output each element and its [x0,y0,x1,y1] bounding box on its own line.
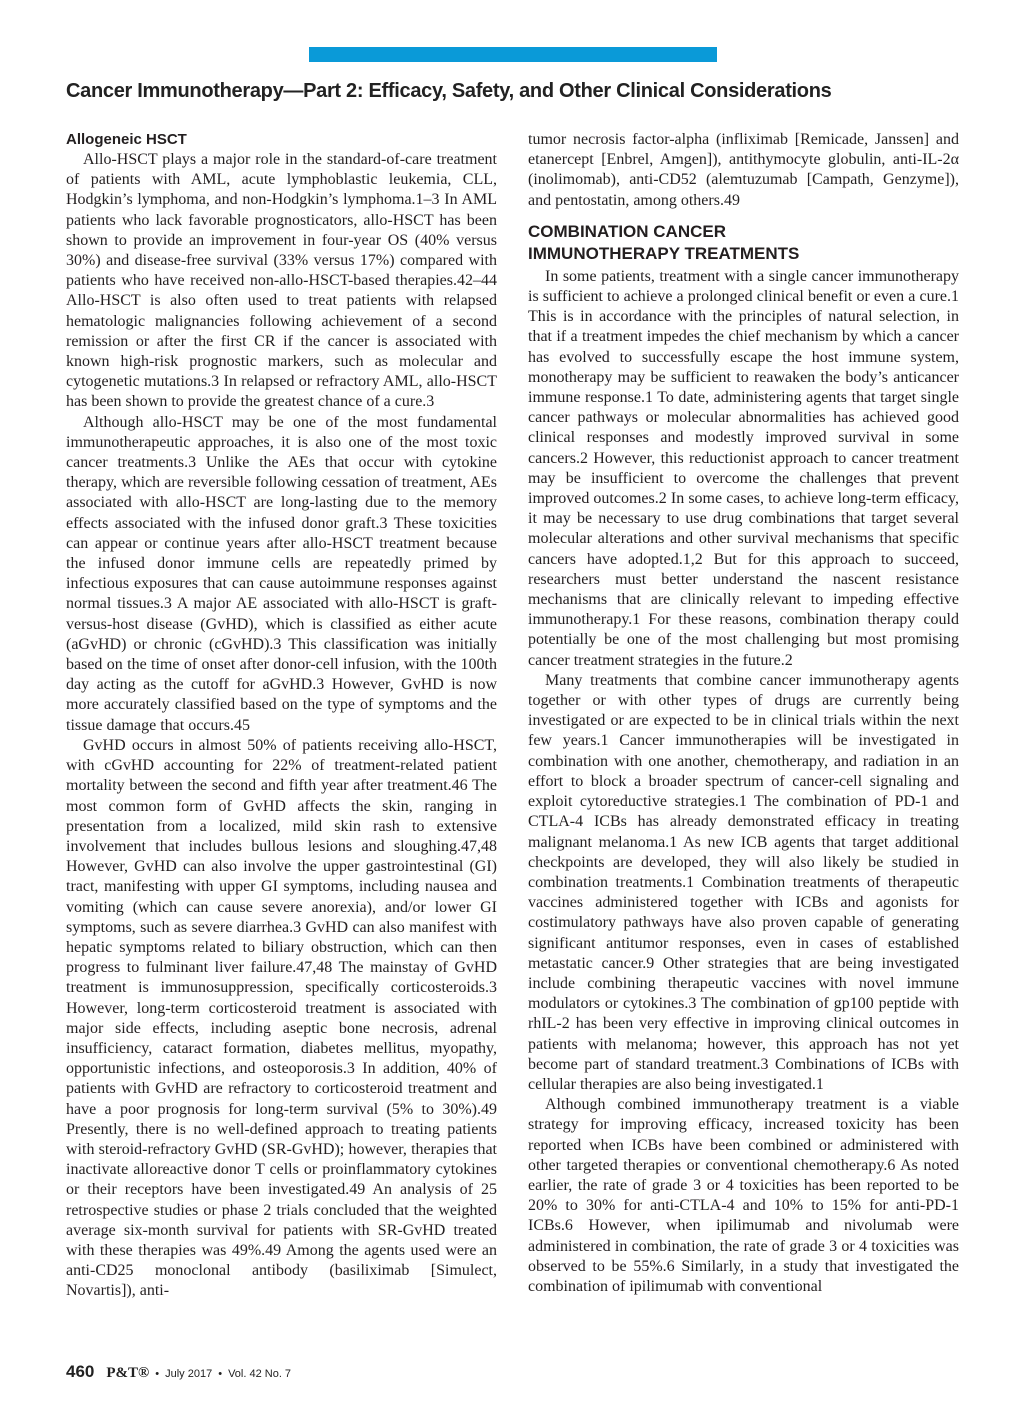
journal-name: P&T® [106,1365,150,1381]
paragraph: Although allo-HSCT may be one of the most fundamental immunotherapeutic approaches, it is also one of the most toxic cancer treatments.3 Unlike the AEs that occur with cytokine therapy, which are reversible following cessation of treatment, AEs associated with allo-HSCT are long-lasting due to the memory effects associated with the infused donor graft.3 These toxicities can appear or continue years after allo-HSCT treatment because the infused donor immune cells are repeatedly primed by infectious exposures that can cause autoimmune responses against normal tissues.3 A major AE associated with allo-HSCT is graft-versus-host disease (GvHD), which is classified as either acute (aGvHD) or chronic (cGvHD).3 This classification was initially based on the time of onset after donor-cell infusion, with the 100th day acting as the cutoff for aGvHD.3 However, GvHD is now more accurately classified based on the type of symptoms and the tissue damage that occurs.45 [66,413,497,734]
footer-separator: • [155,1368,160,1380]
continuation-paragraph: tumor necrosis factor-alpha (infliximab [Remicade, Janssen] and etanercept [Enbrel, Amgen]), antithymocyte globulin, anti-IL-2α (inolimomab), anti-CD52 (alemtuzumab [Campath, Genzyme]), and pentostatin, among others.49 [528,131,959,209]
page-title: Cancer Immunotherapy—Part 2: Efficacy, Safety, and Other Clinical Considerations [66,80,832,102]
paragraph: Allo-HSCT plays a major role in the standard-of-care treatment of patients with AML, acute lymphoblastic leukemia, CLL, Hodgkin’s lymphoma, and non-Hodgkin’s lymphoma.1–3 In AML patients who lack favorable prognosticators, allo-HSCT has been shown to provide an improvement in four-year OS (40% versus 30%) and disease-free survival (33% versus 17%) compared with patients who have received non-allo-HSCT-based therapies.42–44 Allo-HSCT is also often used to treat patients with relapsed hematologic malignancies following achievement of a second remission or after the first CR if the cancer is associated with known high-risk prognostic markers, such as molecular and cytogenetic mutations.3 In relapsed or refractory AML, allo-HSCT has been shown to provide the greatest chance of a cure.3 [66,151,497,411]
right-column [528,130,959,1297]
page-footer [66,1362,291,1382]
paragraph: Although combined immunotherapy treatment is a viable strategy for improving efficacy, increased toxicity has been reported when ICBs have been combined or administered with other targeted therapies or conventional chemotherapy.6 As noted earlier, the rate of grade 3 or 4 toxicities has been reported to be 20% to 30% for anti-CTLA-4 and 10% to 15% for anti-PD-1 ICBs.6 However, when ipilimumab and nivolumab were administered in combination, the rate of grade 3 or 4 toxicities was observed to be 55%.6 Similarly, in a study that investigated the combination of ipilimumab with conventional [528,1096,959,1295]
footer-separator: • [218,1368,223,1380]
section-heading-line2: IMMUNOTHERAPY TREATMENTS [528,243,800,263]
issue-date: July 2017 [165,1368,213,1380]
volume-issue: Vol. 42 No. 7 [228,1368,292,1380]
paragraph: In some patients, treatment with a single cancer immunotherapy is sufficient to achieve a prolonged clinical benefit or even a cure.1 This is in accordance with the principles of natural selection, in that if a treatment impedes the chief mechanism by which a cancer has evolved to successfully escape the host immune system, monotherapy may be sufficient to reawaken the body’s anticancer immune response.1 To date, administering agents that target single cancer pathways or molecular abnormalities has achieved good clinical responses and modestly improved survival in some cancers.2 However, this reductionist approach to cancer treatment may be insufficient to overcome the challenges that prevent improved outcomes.2 In some cases, to achieve long-term efficacy, it may be necessary to use drug combinations that target several molecular alterations and other survival mechanisms that specific cancers have adopted.1,2 But for this approach to succeed, researchers must better understand the nascent resistance mechanisms that are clinically relevant to impeding effective immunotherapy.1 For these reasons, combination therapy could potentially be one of the most challenging but most promising cancer treatment strategies in the future.2 [528,267,959,669]
paragraph: GvHD occurs in almost 50% of patients receiving allo-HSCT, with cGvHD accounting for 22% of treatment-related patient mortality between the second and fifth year after treatment.46 The most common form of GvHD affects the skin, ranging in presentation from a localized, mild skin rash to extensive involvement that includes bullous lesions and sloughing.47,48 However, GvHD can also involve the upper gastrointestinal (GI) tract, manifesting with upper GI symptoms, including nausea and vomiting (which can cause severe anorexia), and/or lower GI symptoms, such as severe diarrhea.3 GvHD can also manifest with hepatic symptoms related to biliary obstruction, which can then progress to fulminant liver failure.47,48 The mainstay of GvHD treatment is immunosuppression, specifically corticosteroids.3 However, long-term corticosteroid treatment is associated with major side effects, including aseptic bone necrosis, adrenal insufficiency, cataract formation, diabetes mellitus, myopathy, opportunistic infections, and osteoporosis.3 In addition, 40% of patients with GvHD are refractory to corticosteroid treatment and have a poor prognosis for long-term survival (5% to 30%).49 Presently, there is no well-defined approach to treating patients with steroid-refractory GvHD (SR-GvHD); however, therapies that inactivate alloreactive donor T cells or proinflammatory cytokines or their receptors have been investigated.49 An analysis of 25 retrospective studies or phase 2 trials concluded that the weighted average six-month survival for patients with SR-GvHD treated with these therapies was 49%.49 Among the agents used were an anti-CD25 monoclonal antibody (basiliximab [Simulect, Novartis]), anti- [66,736,497,1300]
paragraph: Many treatments that combine cancer immunotherapy agents together or with other types of drugs are currently being investigated or are expected to be in clinical trials within the next few years.1 Cancer immunotherapies will be investigated in combination with one another, chemotherapy, and radiation in an effort to block a broader spectrum of cancer-cell signaling and exploit cytoreductive strategies.1 The combination of PD-1 and CTLA-4 ICBs has already demonstrated efficacy in treating malignant melanoma.1 As new ICB agents that target additional checkpoints are developed, they will also likely be studied in combination treatments.1 Combination treatments of therapeutic vaccines administered together with ICBs and agonists for costimulatory pathways have also proven capable of generating significant antitumor responses, even in cases of established metastatic cancer.9 Other strategies that are being investigated include combining therapeutic vaccines with novel immune modulators or cytokines.3 The combination of gp100 peptide with rhIL-2 has been very effective in improving clinical outcomes in patients with melanoma; however, this approach has not yet become part of standard treatment.3 Combinations of ICBs with cellular therapies are also being investigated.1 [528,671,959,1093]
subheading-allogeneic-hsct: Allogeneic HSCT [66,131,187,148]
left-column [66,130,497,1302]
page-number: 460 [66,1362,95,1381]
header-accent-bar [309,47,717,62]
section-heading-line1: COMBINATION CANCER [528,221,727,241]
section-heading [528,221,959,265]
